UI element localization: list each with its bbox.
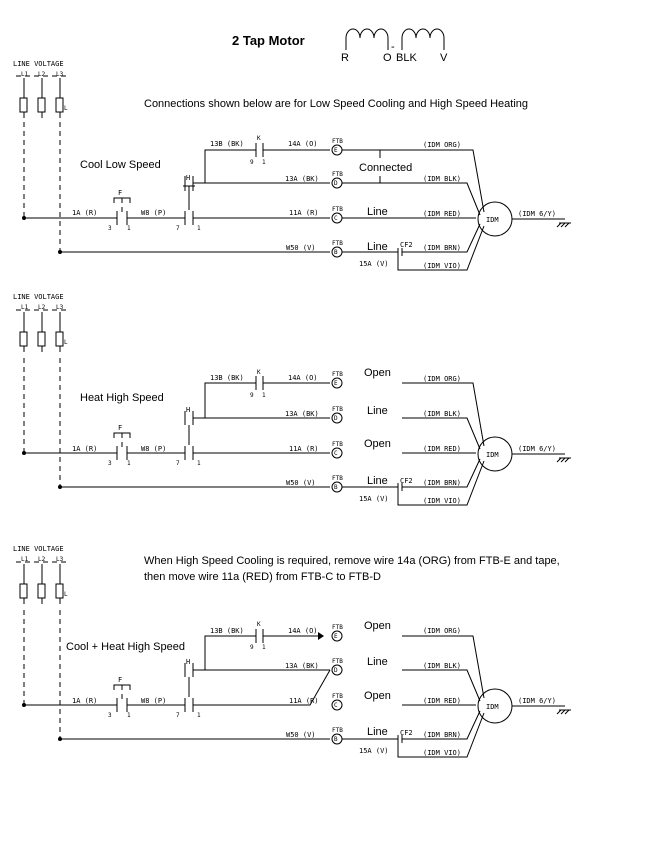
motor-label-r: R — [341, 52, 349, 64]
relay-k-pin-1: 1 — [262, 159, 266, 166]
relay-k-pin-9: 9 — [250, 644, 254, 651]
terminal-c-letter: C — [334, 215, 338, 222]
wire-13a-label: 13A (BK) — [285, 175, 319, 183]
wire-15a-label: 15A (V) — [359, 747, 389, 755]
status-open-e: Open — [364, 620, 391, 632]
motor-winding-symbol — [341, 29, 448, 64]
ftb-b-label: FTB — [332, 240, 343, 247]
note-line-1: When High Speed Cooling is required, remove wire 14a (ORG) from FTB-E and tape, — [144, 555, 560, 567]
idm-brn-label: (IDM BRN) — [423, 479, 461, 487]
terminal-b-letter: B — [334, 736, 338, 743]
fuse-3-icon — [56, 584, 63, 598]
wire-w8-label: W8 (P) — [141, 445, 167, 453]
wire-w50-label: W50 (V) — [286, 479, 316, 487]
status-line-b: Line — [367, 726, 388, 738]
relay-h-contact — [176, 174, 205, 232]
line-voltage-block — [13, 545, 70, 739]
line-voltage-block — [13, 293, 70, 487]
phase-l2-label: L2 — [38, 71, 46, 78]
idm-red-label: (IDM RED) — [423, 210, 461, 218]
node-dot — [58, 737, 62, 741]
fuse-label: L — [64, 105, 68, 112]
idm-vio-label: (IDM VIO) — [423, 497, 461, 505]
terminal-b-letter: B — [334, 484, 338, 491]
relay-f-pin-3: 3 — [108, 712, 112, 719]
ftb-e-label: FTB — [332, 624, 343, 631]
relay-h-pin-7: 7 — [176, 712, 180, 719]
relay-k-label: K — [257, 135, 261, 142]
terminal-d-letter: D — [334, 415, 338, 422]
relay-h-pin-7: 7 — [176, 225, 180, 232]
line-voltage-block — [13, 60, 70, 252]
wire-13a-label: 13A (BK) — [285, 662, 319, 670]
idm-ground-label: (IDM 6/Y) — [518, 445, 556, 453]
relay-h-pin-1: 1 — [197, 460, 201, 467]
relay-f-label: F — [118, 676, 123, 684]
relay-k-pin-9: 9 — [250, 392, 254, 399]
wire-14a-label: 14A (O) — [288, 140, 318, 148]
fuse-label: L — [64, 591, 68, 598]
fuse-2-icon — [38, 584, 45, 598]
relay-h-pin-1: 1 — [197, 225, 201, 232]
relay-f-label: F — [118, 189, 123, 197]
wire-11a-label: 11A (R) — [289, 445, 319, 453]
phase-l2-label: L2 — [38, 556, 46, 563]
relay-h-label: H — [186, 658, 191, 666]
wire-w8-label: W8 (P) — [141, 209, 167, 217]
ground-icon — [557, 458, 571, 462]
idm-red-label: (IDM RED) — [423, 445, 461, 453]
motor-label-o: O — [383, 52, 392, 64]
cf2-label: CF2 — [400, 729, 413, 737]
node-dot — [22, 216, 26, 220]
status-open-c: Open — [364, 690, 391, 702]
idm-blk-label: (IDM BLK) — [423, 410, 461, 418]
line-voltage-label: LINE VOLTAGE — [13, 545, 64, 553]
mode-label: Heat High Speed — [80, 392, 164, 404]
fuse-3-icon — [56, 98, 63, 112]
line-voltage-label: LINE VOLTAGE — [13, 293, 64, 301]
terminal-e-letter: E — [334, 380, 338, 387]
wire-15a-label: 15A (V) — [359, 495, 389, 503]
wire-11a-label: 11A (R) — [289, 697, 319, 705]
phase-l1-label: L1 — [21, 556, 29, 563]
terminal-e-letter: E — [334, 633, 338, 640]
fuse-1-icon — [20, 584, 27, 598]
note-line-2: then move wire 11a (RED) from FTB-C to FTB-D — [144, 571, 381, 583]
mode-label: Cool Low Speed — [80, 159, 161, 171]
terminal-c-letter: C — [334, 450, 338, 457]
status-open-c: Open — [364, 438, 391, 450]
status-connected: Connected — [359, 162, 413, 174]
ftb-b-label: FTB — [332, 475, 343, 482]
wire-14a-label: 14A (O) — [288, 374, 318, 382]
ftb-c-label: FTB — [332, 693, 343, 700]
phase-l3-label: L3 — [56, 304, 64, 311]
idm-blk-label: (IDM BLK) — [423, 175, 461, 183]
wire-1a-label: 1A (R) — [72, 209, 98, 217]
motor-label-blk: BLK — [396, 52, 417, 64]
relay-f-contact — [108, 424, 135, 467]
idm-ground-label: (IDM 6/Y) — [518, 697, 556, 705]
ground-icon — [557, 223, 571, 227]
motor-dash: - — [391, 41, 395, 53]
idm-vio-label: (IDM VIO) — [423, 749, 461, 757]
status-line-b: Line — [367, 475, 388, 487]
relay-h-label: H — [186, 406, 191, 414]
node-dot — [58, 485, 62, 489]
relay-h-contact — [176, 658, 205, 719]
relay-f-pin-1: 1 — [127, 460, 131, 467]
phase-l1-label: L1 — [21, 304, 29, 311]
section-heat-high-speed — [13, 293, 571, 505]
idm-ground-label: (IDM 6/Y) — [518, 210, 556, 218]
relay-k-pin-1: 1 — [262, 644, 266, 651]
idm-motor-label: IDM — [486, 216, 499, 224]
terminal-c-letter: C — [334, 702, 338, 709]
ground-icon — [557, 710, 571, 714]
wire-w8-label: W8 (P) — [141, 697, 167, 705]
relay-h-pin-1: 1 — [197, 712, 201, 719]
idm-brn-label: (IDM BRN) — [423, 244, 461, 252]
ftb-c-label: FTB — [332, 206, 343, 213]
ftb-terminals — [332, 371, 343, 492]
phase-l2-label: L2 — [38, 304, 46, 311]
terminal-e-letter: E — [334, 147, 338, 154]
relay-f-pin-1: 1 — [127, 712, 131, 719]
terminal-b-letter: B — [334, 249, 338, 256]
relay-f-contact — [108, 189, 135, 232]
taped-wire-arrow-icon — [318, 632, 324, 640]
cf2-label: CF2 — [400, 241, 413, 249]
note-line-1: Connections shown below are for Low Speed Cooling and High Speed Heating — [144, 98, 529, 110]
relay-k-label: K — [257, 621, 261, 628]
idm-vio-label: (IDM VIO) — [423, 262, 461, 270]
ftb-e-label: FTB — [332, 138, 343, 145]
fuse-2-icon — [38, 332, 45, 346]
terminal-d-letter: D — [334, 667, 338, 674]
motor-label-v: V — [440, 52, 448, 64]
relay-f-contact — [108, 676, 135, 719]
ftb-terminals — [332, 138, 343, 257]
wire-w50-label: W50 (V) — [286, 731, 316, 739]
relay-f-pin-1: 1 — [127, 225, 131, 232]
status-open-e: Open — [364, 367, 391, 379]
relay-f-pin-3: 3 — [108, 225, 112, 232]
wire-13b-label: 13B (BK) — [210, 627, 244, 635]
ftb-terminals — [332, 624, 343, 744]
section-cool-low-speed — [13, 60, 571, 270]
status-line-b: Line — [367, 241, 388, 253]
wire-13b-label: 13B (BK) — [210, 140, 244, 148]
node-dot — [22, 451, 26, 455]
node-dot — [58, 250, 62, 254]
idm-org-label: (IDM ORG) — [423, 375, 461, 383]
mode-label: Cool + Heat High Speed — [66, 641, 185, 653]
diagram-title: 2 Tap Motor — [232, 33, 305, 48]
wire-13b-label: 13B (BK) — [210, 374, 244, 382]
relay-k-label: K — [257, 369, 261, 376]
wire-1a-label: 1A (R) — [72, 445, 98, 453]
idm-red-label: (IDM RED) — [423, 697, 461, 705]
relay-f-label: F — [118, 424, 123, 432]
node-dot — [22, 703, 26, 707]
phase-l3-label: L3 — [56, 71, 64, 78]
idm-org-label: (IDM ORG) — [423, 141, 461, 149]
wire-w50-label: W50 (V) — [286, 244, 316, 252]
status-line-d: Line — [367, 405, 388, 417]
relay-k-pin-1: 1 — [262, 392, 266, 399]
ftb-c-label: FTB — [332, 441, 343, 448]
ftb-d-label: FTB — [332, 406, 343, 413]
ftb-b-label: FTB — [332, 727, 343, 734]
status-line-d: Line — [367, 656, 388, 668]
line-voltage-label: LINE VOLTAGE — [13, 60, 64, 68]
ftb-d-label: FTB — [332, 171, 343, 178]
header — [232, 29, 448, 64]
phase-l3-label: L3 — [56, 556, 64, 563]
wire-13a-label: 13A (BK) — [285, 410, 319, 418]
fuse-1-icon — [20, 98, 27, 112]
terminal-d-letter: D — [334, 180, 338, 187]
idm-blk-label: (IDM BLK) — [423, 662, 461, 670]
section-cool-heat-high-speed — [13, 545, 571, 757]
idm-brn-label: (IDM BRN) — [423, 731, 461, 739]
wire-15a-label: 15A (V) — [359, 260, 389, 268]
ftb-d-label: FTB — [332, 658, 343, 665]
relay-h-contact — [176, 406, 205, 467]
fuse-1-icon — [20, 332, 27, 346]
fuse-3-icon — [56, 332, 63, 346]
wire-1a-label: 1A (R) — [72, 697, 98, 705]
cf2-label: CF2 — [400, 477, 413, 485]
phase-l1-label: L1 — [21, 71, 29, 78]
relay-h-pin-7: 7 — [176, 460, 180, 467]
wire-11a-label: 11A (R) — [289, 209, 319, 217]
fuse-label: L — [64, 339, 68, 346]
relay-f-pin-3: 3 — [108, 460, 112, 467]
relay-h-label: H — [186, 174, 191, 182]
wire-14a-label: 14A (O) — [288, 627, 318, 635]
idm-motor-label: IDM — [486, 451, 499, 459]
relay-k-pin-9: 9 — [250, 159, 254, 166]
idm-org-label: (IDM ORG) — [423, 627, 461, 635]
status-line-c: Line — [367, 206, 388, 218]
idm-motor-label: IDM — [486, 703, 499, 711]
fuse-2-icon — [38, 98, 45, 112]
ftb-e-label: FTB — [332, 371, 343, 378]
